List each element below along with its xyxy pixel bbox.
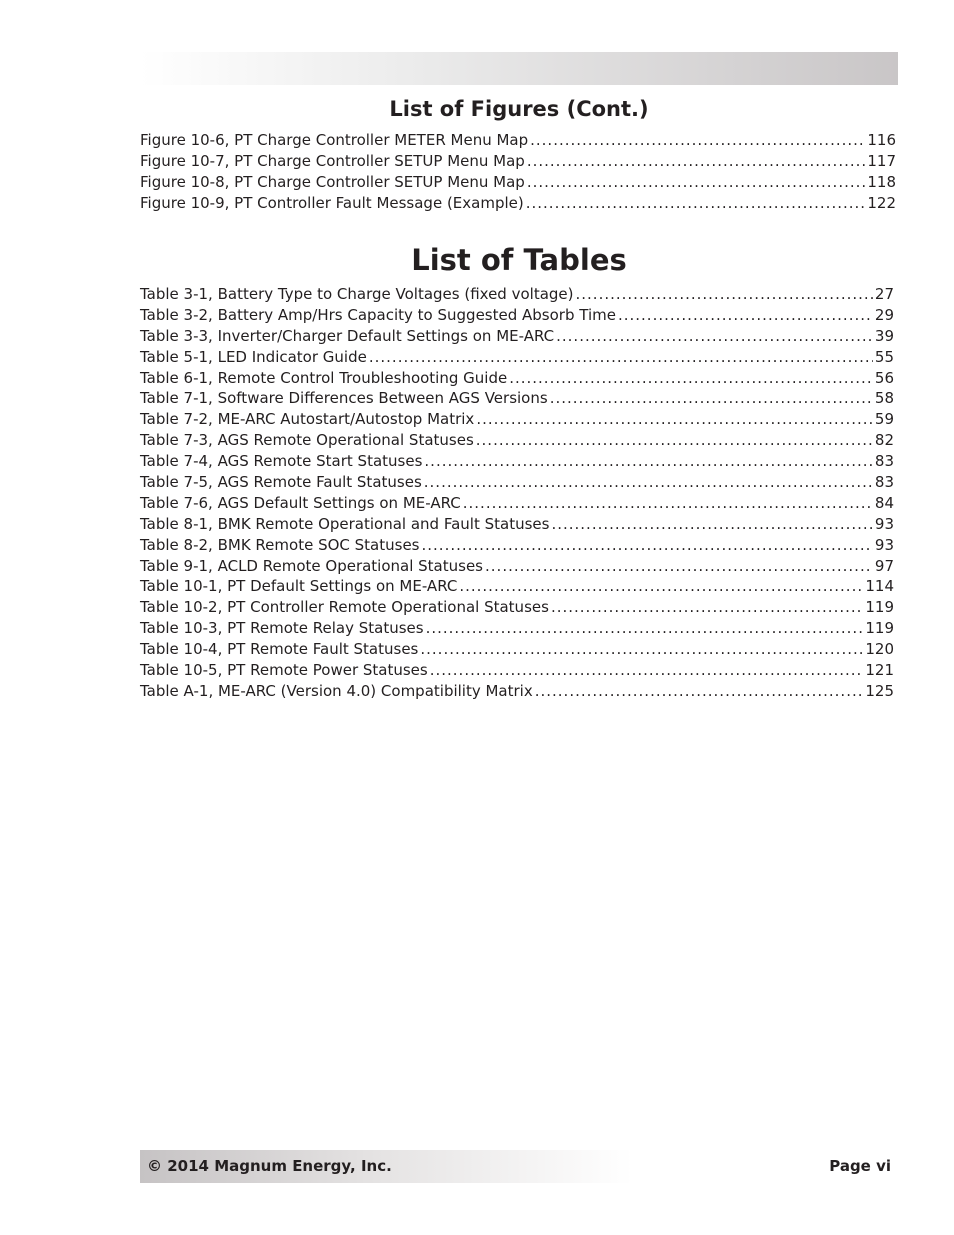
table-entry-page-number: 120 bbox=[865, 640, 894, 659]
figure-entry-page-number: 116 bbox=[867, 131, 896, 149]
dot-leader bbox=[527, 151, 866, 172]
table-entry-label: Table 6-1, Remote Control Troubleshooting Guide bbox=[140, 368, 508, 387]
table-entry-label: Table 10-2, PT Controller Remote Operational Statuses bbox=[140, 598, 549, 617]
table-entry-page-number: 93 bbox=[874, 514, 894, 533]
figure-entry-page-number: 117 bbox=[867, 151, 896, 170]
figure-entry-label: Figure 10-7, PT Charge Controller SETUP Menu Map bbox=[140, 151, 525, 170]
footer-bar bbox=[140, 1150, 898, 1183]
figure-entry-page-number: 118 bbox=[867, 172, 896, 191]
dot-leader bbox=[550, 388, 873, 409]
table-entry-page-number: 119 bbox=[865, 619, 894, 638]
table-entry-page-number: 93 bbox=[874, 535, 894, 554]
table-entry[interactable] bbox=[140, 305, 894, 326]
dot-leader bbox=[476, 409, 873, 430]
table-entry-page-number: 58 bbox=[874, 389, 894, 408]
dot-leader bbox=[459, 576, 863, 597]
table-entry-label: Table 5-1, LED Indicator Guide bbox=[140, 347, 367, 366]
table-entry[interactable] bbox=[140, 430, 894, 451]
table-entry[interactable] bbox=[140, 618, 894, 639]
table-entry-page-number: 82 bbox=[874, 431, 894, 450]
table-entry-page-number: 83 bbox=[874, 473, 894, 492]
table-entry-label: Table 8-2, BMK Remote SOC Statuses bbox=[140, 535, 420, 554]
table-entry-label: Table 7-5, AGS Remote Fault Statuses bbox=[140, 473, 422, 492]
figure-entry[interactable] bbox=[140, 151, 896, 172]
table-entry[interactable] bbox=[140, 639, 894, 660]
table-entry-label: Table 7-3, AGS Remote Operational Statuses bbox=[140, 431, 474, 450]
table-entry-label: Table 9-1, ACLD Remote Operational Statuses bbox=[140, 556, 484, 575]
figure-entry-label: Figure 10-9, PT Controller Fault Message (Example) bbox=[140, 193, 524, 212]
figure-entry[interactable] bbox=[140, 172, 896, 193]
figure-entry[interactable] bbox=[140, 130, 896, 151]
table-entry[interactable] bbox=[140, 535, 894, 556]
table-entry-label: Table 3-1, Battery Type to Charge Voltages (fixed voltage) bbox=[140, 285, 574, 303]
copyright-text: © 2014 Magnum Energy, Inc. bbox=[147, 1157, 392, 1175]
dot-leader bbox=[556, 326, 873, 347]
page-number: Page vi bbox=[829, 1157, 891, 1175]
table-entry[interactable] bbox=[140, 388, 894, 409]
dot-leader bbox=[535, 681, 864, 702]
table-entry-page-number: 29 bbox=[874, 305, 894, 324]
table-entry-label: Table 7-2, ME-ARC Autostart/Autostop Matrix bbox=[140, 410, 475, 429]
dot-leader bbox=[576, 284, 873, 305]
dot-leader bbox=[551, 597, 863, 618]
table-entry[interactable] bbox=[140, 472, 894, 493]
dot-leader bbox=[551, 514, 872, 535]
dot-leader bbox=[422, 535, 873, 556]
dot-leader bbox=[369, 347, 873, 368]
table-entry[interactable] bbox=[140, 493, 894, 514]
dot-leader bbox=[420, 639, 863, 660]
table-entry-label: Table 3-3, Inverter/Charger Default Settings on ME-ARC bbox=[140, 326, 555, 345]
tables-list bbox=[140, 284, 894, 702]
table-entry-label: Table 7-4, AGS Remote Start Statuses bbox=[140, 452, 423, 471]
list-of-tables-title: List of Tables bbox=[411, 243, 627, 277]
figure-entry[interactable] bbox=[140, 193, 896, 214]
dot-leader bbox=[527, 172, 866, 193]
dot-leader bbox=[424, 451, 873, 472]
table-entry-label: Table 7-6, AGS Default Settings on ME-ARC bbox=[140, 493, 461, 512]
figures-list bbox=[140, 130, 896, 214]
dot-leader bbox=[526, 193, 866, 214]
dot-leader bbox=[463, 493, 873, 514]
table-entry-label: Table A-1, ME-ARC (Version 4.0) Compatibility Matrix bbox=[140, 681, 533, 700]
list-of-figures-title: List of Figures (Cont.) bbox=[389, 97, 649, 121]
table-entry-page-number: 39 bbox=[874, 326, 894, 345]
table-entry-label: Table 3-2, Battery Amp/Hrs Capacity to Suggested Absorb Time bbox=[140, 305, 616, 324]
dot-leader bbox=[426, 618, 864, 639]
table-entry[interactable] bbox=[140, 597, 894, 618]
table-entry-page-number: 59 bbox=[874, 410, 894, 429]
table-entry[interactable] bbox=[140, 451, 894, 472]
table-entry-page-number: 97 bbox=[874, 556, 894, 575]
figure-entry-page-number: 122 bbox=[867, 193, 896, 212]
figure-entry-label: Figure 10-8, PT Charge Controller SETUP Menu Map bbox=[140, 172, 525, 191]
table-entry-label: Table 10-3, PT Remote Relay Statuses bbox=[140, 619, 424, 638]
table-entry[interactable] bbox=[140, 368, 894, 389]
table-entry-label: Table 10-1, PT Default Settings on ME-ARC bbox=[140, 577, 458, 596]
dot-leader bbox=[430, 660, 864, 681]
table-entry[interactable] bbox=[140, 326, 894, 347]
figure-entry-label: Figure 10-6, PT Charge Controller METER Menu Map bbox=[140, 131, 529, 149]
table-entry[interactable] bbox=[140, 681, 894, 702]
table-entry-page-number: 114 bbox=[865, 577, 894, 596]
table-entry[interactable] bbox=[140, 409, 894, 430]
table-entry[interactable] bbox=[140, 284, 894, 305]
dot-leader bbox=[424, 472, 873, 493]
dot-leader bbox=[485, 556, 873, 577]
table-entry-page-number: 56 bbox=[874, 368, 894, 387]
dot-leader bbox=[530, 130, 865, 151]
table-entry[interactable] bbox=[140, 514, 894, 535]
table-entry-page-number: 83 bbox=[874, 452, 894, 471]
table-entry[interactable] bbox=[140, 347, 894, 368]
dot-leader bbox=[618, 305, 873, 326]
table-entry-page-number: 27 bbox=[874, 285, 894, 303]
table-entry-page-number: 55 bbox=[874, 347, 894, 366]
table-entry-label: Table 10-5, PT Remote Power Statuses bbox=[140, 661, 428, 680]
table-entry[interactable] bbox=[140, 660, 894, 681]
table-entry-label: Table 7-1, Software Differences Between AGS Versions bbox=[140, 389, 548, 408]
table-entry-page-number: 119 bbox=[865, 598, 894, 617]
table-entry-label: Table 8-1, BMK Remote Operational and Fault Statuses bbox=[140, 514, 550, 533]
table-entry[interactable] bbox=[140, 556, 894, 577]
table-entry-page-number: 84 bbox=[874, 493, 894, 512]
dot-leader bbox=[476, 430, 873, 451]
header-bar bbox=[140, 52, 898, 85]
table-entry-page-number: 121 bbox=[865, 661, 894, 680]
table-entry-label: Table 10-4, PT Remote Fault Statuses bbox=[140, 640, 419, 659]
table-entry-page-number: 125 bbox=[865, 681, 894, 700]
table-entry[interactable] bbox=[140, 576, 894, 597]
dot-leader bbox=[509, 368, 873, 389]
